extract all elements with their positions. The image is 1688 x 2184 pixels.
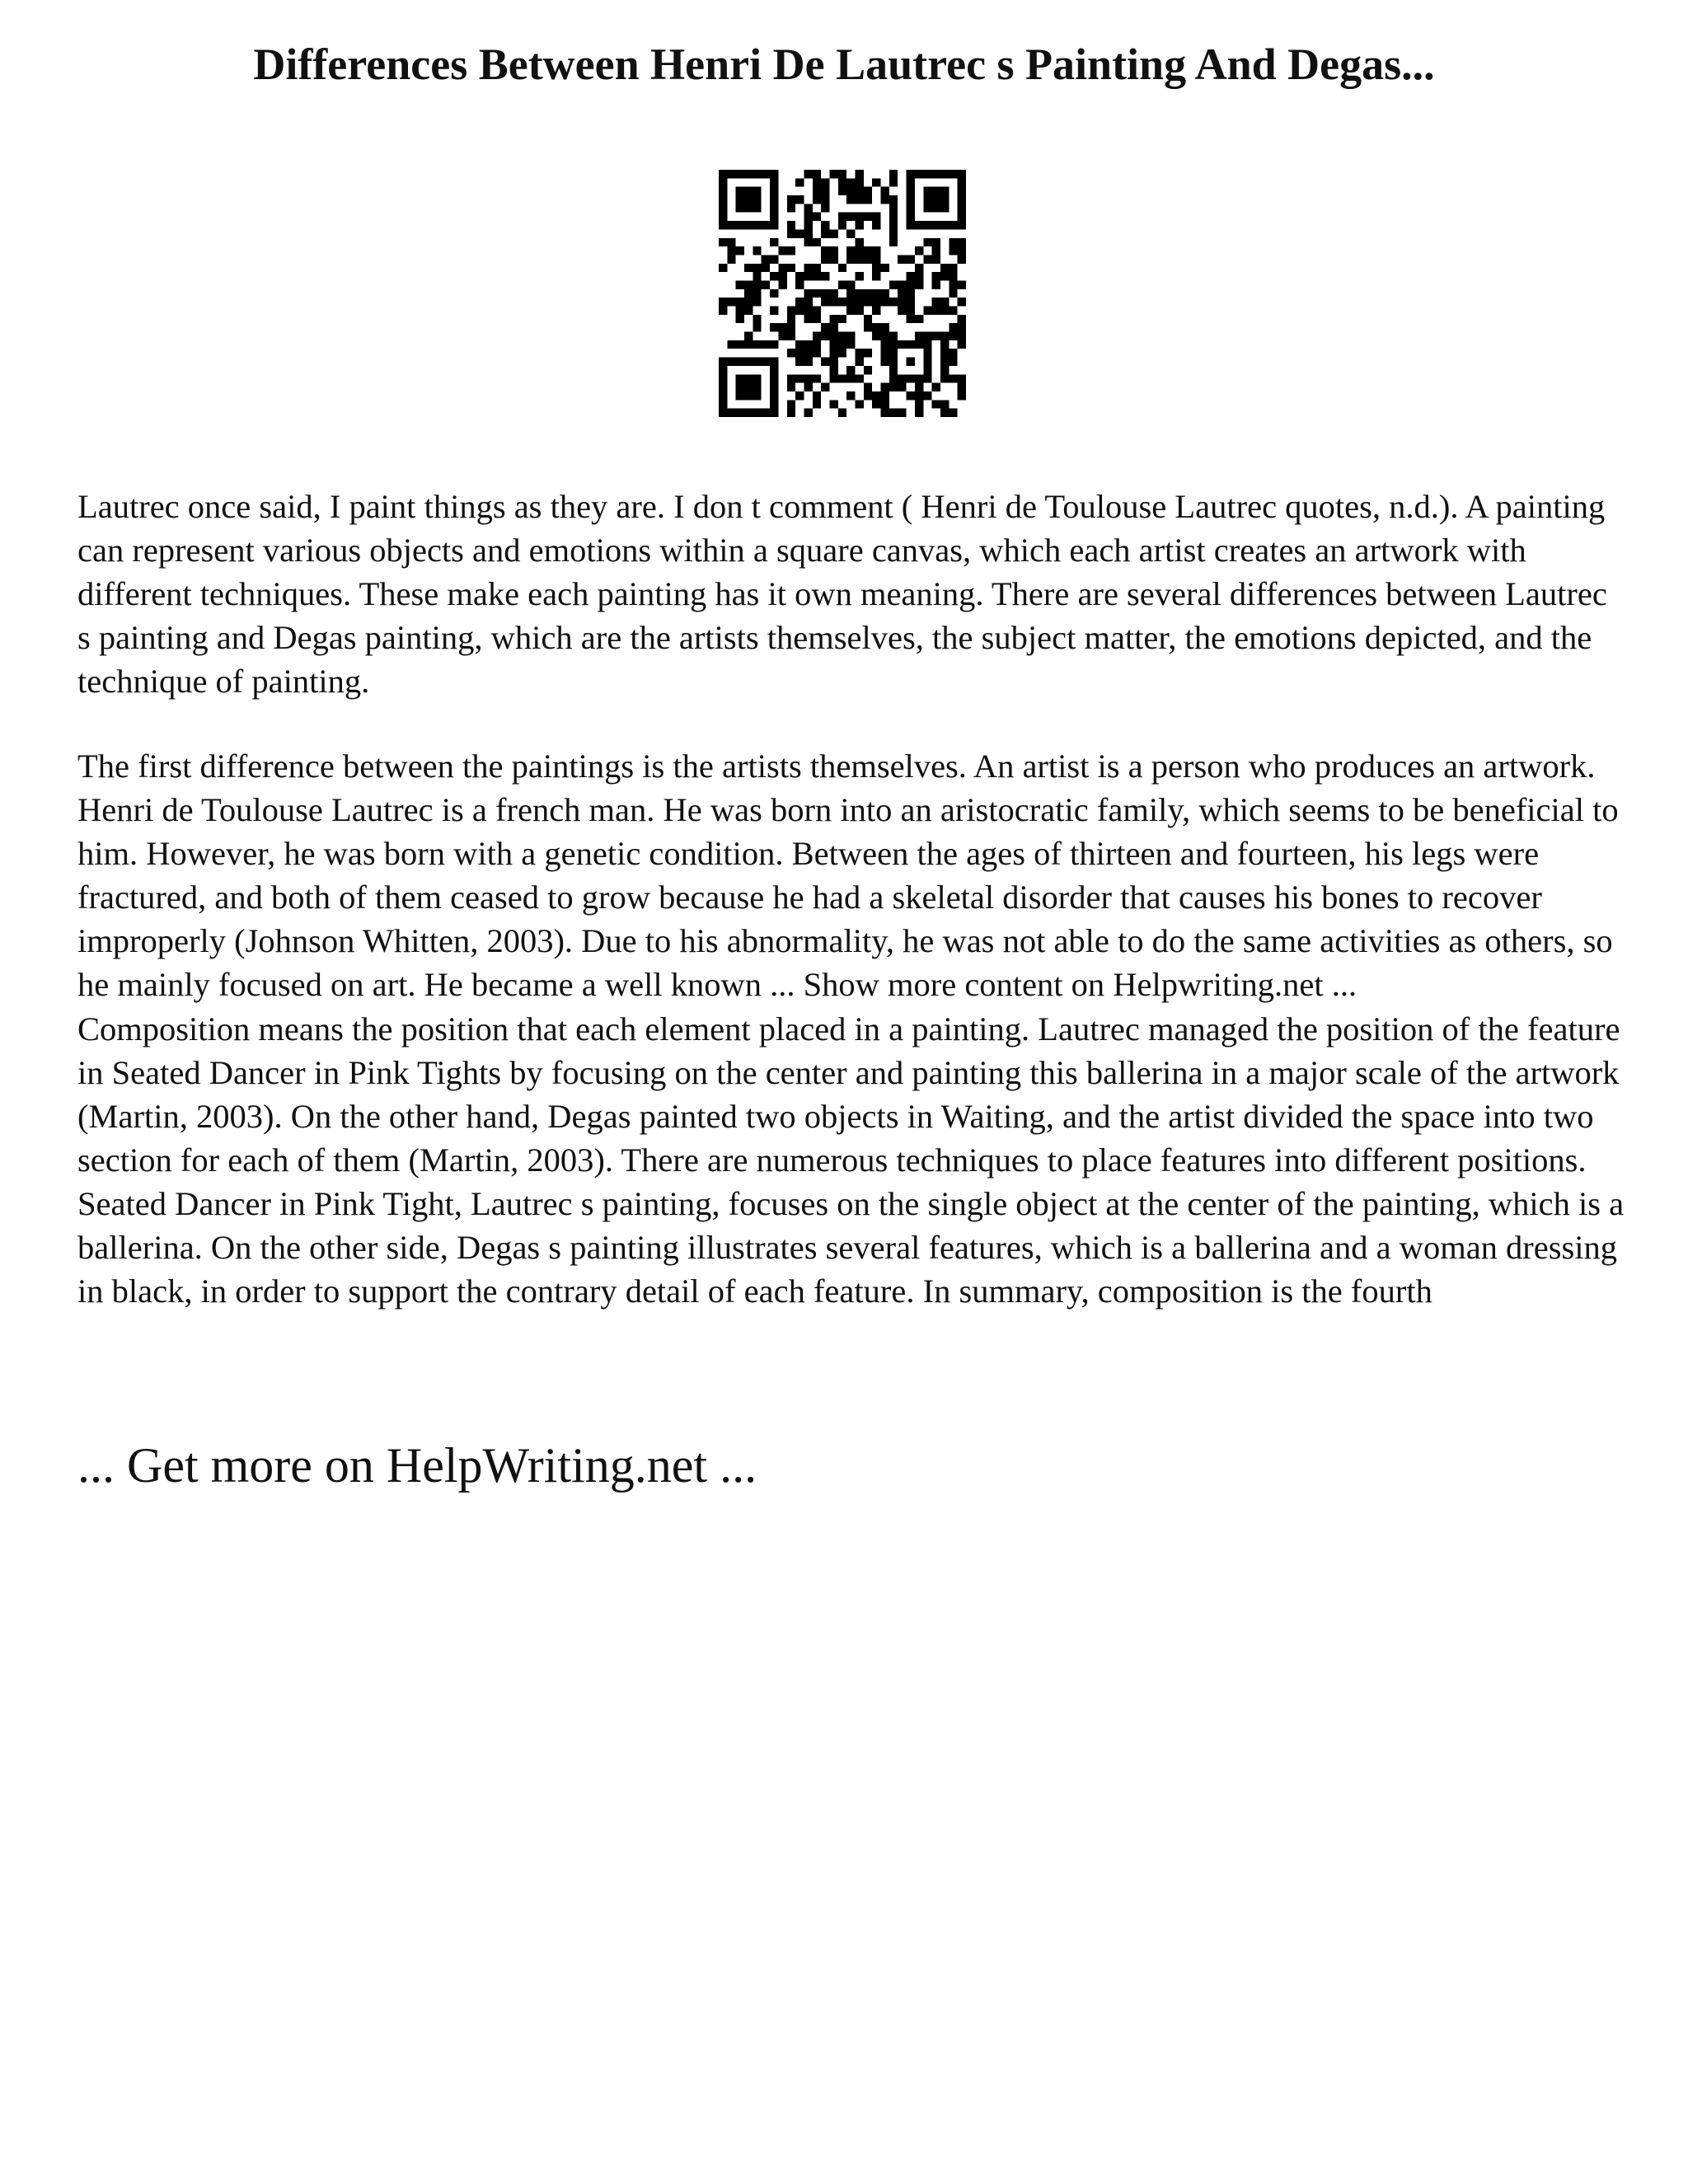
paragraph-artists: The first difference between the paintings is the artists themselves. An artist is a person who produces an artwork. Henri de Toulouse Lautrec is a french man. He was born into an aristocratic family, which seems to be beneficial to him. However, he was born with a genetic condition. Between the ages of thirteen and fourteen, his legs were fractured, and both of them ceased to grow because he had a skeletal disorder that causes his bones to recover improperly (Johnson Whitten, 2003). Due to his abnormality, he was not able to do the same activities as others, so he mainly focused on art. He became a well known ... Show more content on Helpwriting.net ... <box>77 748 1619 1003</box>
qr-code-icon <box>719 170 966 417</box>
get-more-link[interactable]: ... Get more on HelpWriting.net ... <box>77 1438 757 1493</box>
paragraph-composition: Composition means the position that each element placed in a painting. Lautrec managed the position of the feature in Seated Dancer in Pink Tights by focusing on the center and painting this ballerina in a major scale of the artwork (Martin, 2003). On the other hand, Degas painted two objects in Waiting, and the artist divided the space into two section for each of them (Martin, 2003). There are numerous techniques to place features into different positions. Seated Dancer in Pink Tight, Lautrec s painting, focuses on the single object at the center of the painting, which is a ballerina. On the other side, Degas s painting illustrates several features, which is a ballerina and a woman dressing in black, in order to support the contrary detail of each feature. In summary, composition is the fourth <box>77 1010 1625 1310</box>
document-title: Differences Between Henri De Lautrec s Painting And Degas... <box>253 40 1435 89</box>
paragraph-intro: Lautrec once said, I paint things as they are. I don t comment ( Henri de Toulouse Lautrec quotes, n.d.). A painting can represent various objects and emotions within a square canvas, which each artist creates an artwork with different techniques. These make each painting has it own meaning. There are several differences between Lautrec s painting and Degas painting, which are the artists themselves, the subject matter, the emotions depicted, and the technique of painting. <box>77 488 1607 700</box>
